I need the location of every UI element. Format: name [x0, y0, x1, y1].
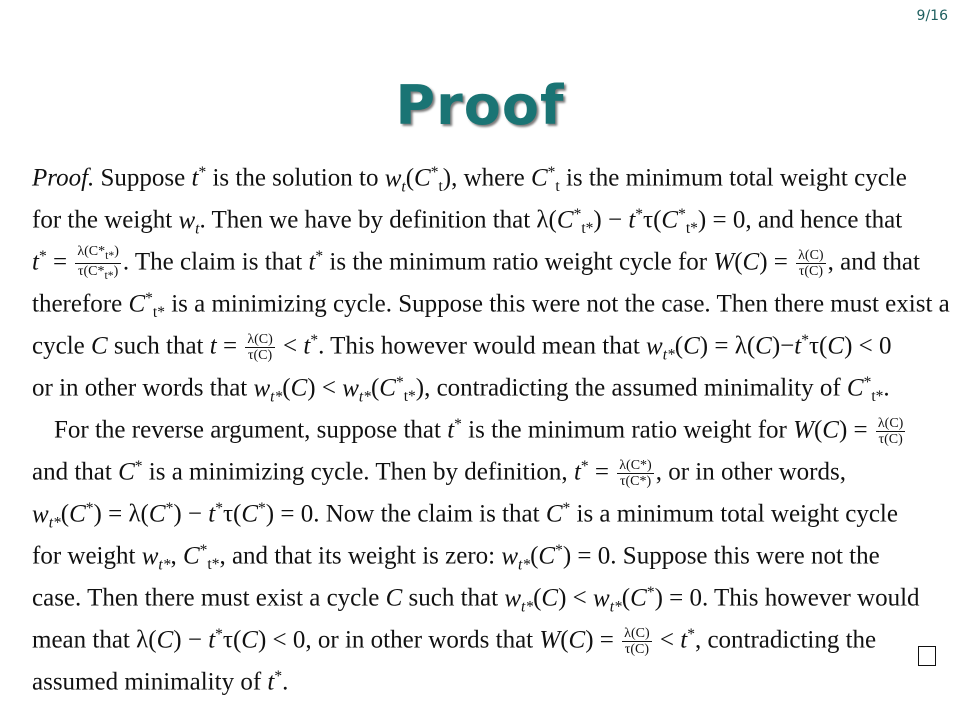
- proof-line: for the weight $w_t$. Then we have by definition that $\lambda(C^*_{t*}) - t^*\tau(C^*_{t*}) = 0$, and hence that: [32, 206, 903, 237]
- proof-line: or in other words that $w_{t*}(C) < w_{t*}(C^*_{t*})$, contradicting the assumed minimality of $C^*_{t*}$.: [32, 374, 890, 405]
- proof-line: cycle C such that t = $\frac{\lambda(C)}{\tau(C)}$ < t*. This however would mean that $w_{t*}(C) = \lambda(C)-t^*\tau(C) < 0$: [32, 332, 892, 364]
- qed-box-icon: [918, 646, 936, 666]
- page-number: 9/16: [916, 8, 948, 24]
- proof-body: [32, 152, 950, 698]
- proof-line: and that C* is a minimizing cycle. Then by definition, t* = $\frac{\lambda(C*)}{\tau(C*)}$ , or in other words,: [32, 458, 846, 490]
- proof-line: Proof. Suppose t* is the solution to $w_t(C^*_t)$, where $C^*_t$ is the minimum total weight cycle: [32, 164, 907, 195]
- proof-line: assumed minimality of t*.: [32, 668, 289, 696]
- proof-line: therefore $C^*_{t*}$ is a minimizing cycle. Suppose this were not the case. Then there must exist a: [32, 290, 950, 321]
- proof-line: For the reverse argument, suppose that t* is the minimum ratio weight for W(C) = $\frac{\lambda(C)}{\tau(C)}$: [54, 416, 904, 448]
- proof-line: case. Then there must exist a cycle C such that $w_{t*}(C) < w_{t*}(C^*) = 0$. This however would: [32, 584, 920, 615]
- proof-line: mean that λ(C) − t*τ(C) < 0, or in other words that W(C) = $\frac{\lambda(C)}{\tau(C)}$ < t*, contradicting the: [32, 626, 877, 658]
- proof-line: for weight $w_{t*}$, $C^*_{t*}$, and that its weight is zero: $w_{t*}(C^*) = 0$. Suppose this were not the: [32, 542, 880, 573]
- slide-title: Proof: [395, 74, 565, 137]
- proof-line: t* = $\frac{\lambda(C*_{t*})}{\tau(C*_{t*})}$ . The claim is that t* is the minimum ratio weight cycle for W(C) = $\frac{\lambda(C)}{\tau(C)}$ , and that: [32, 244, 920, 283]
- proof-line: $w_{t*}(C^*) = \lambda(C^*) - t^*\tau(C^*) = 0$. Now the claim is that C* is a minimum total weight cycle: [32, 500, 898, 531]
